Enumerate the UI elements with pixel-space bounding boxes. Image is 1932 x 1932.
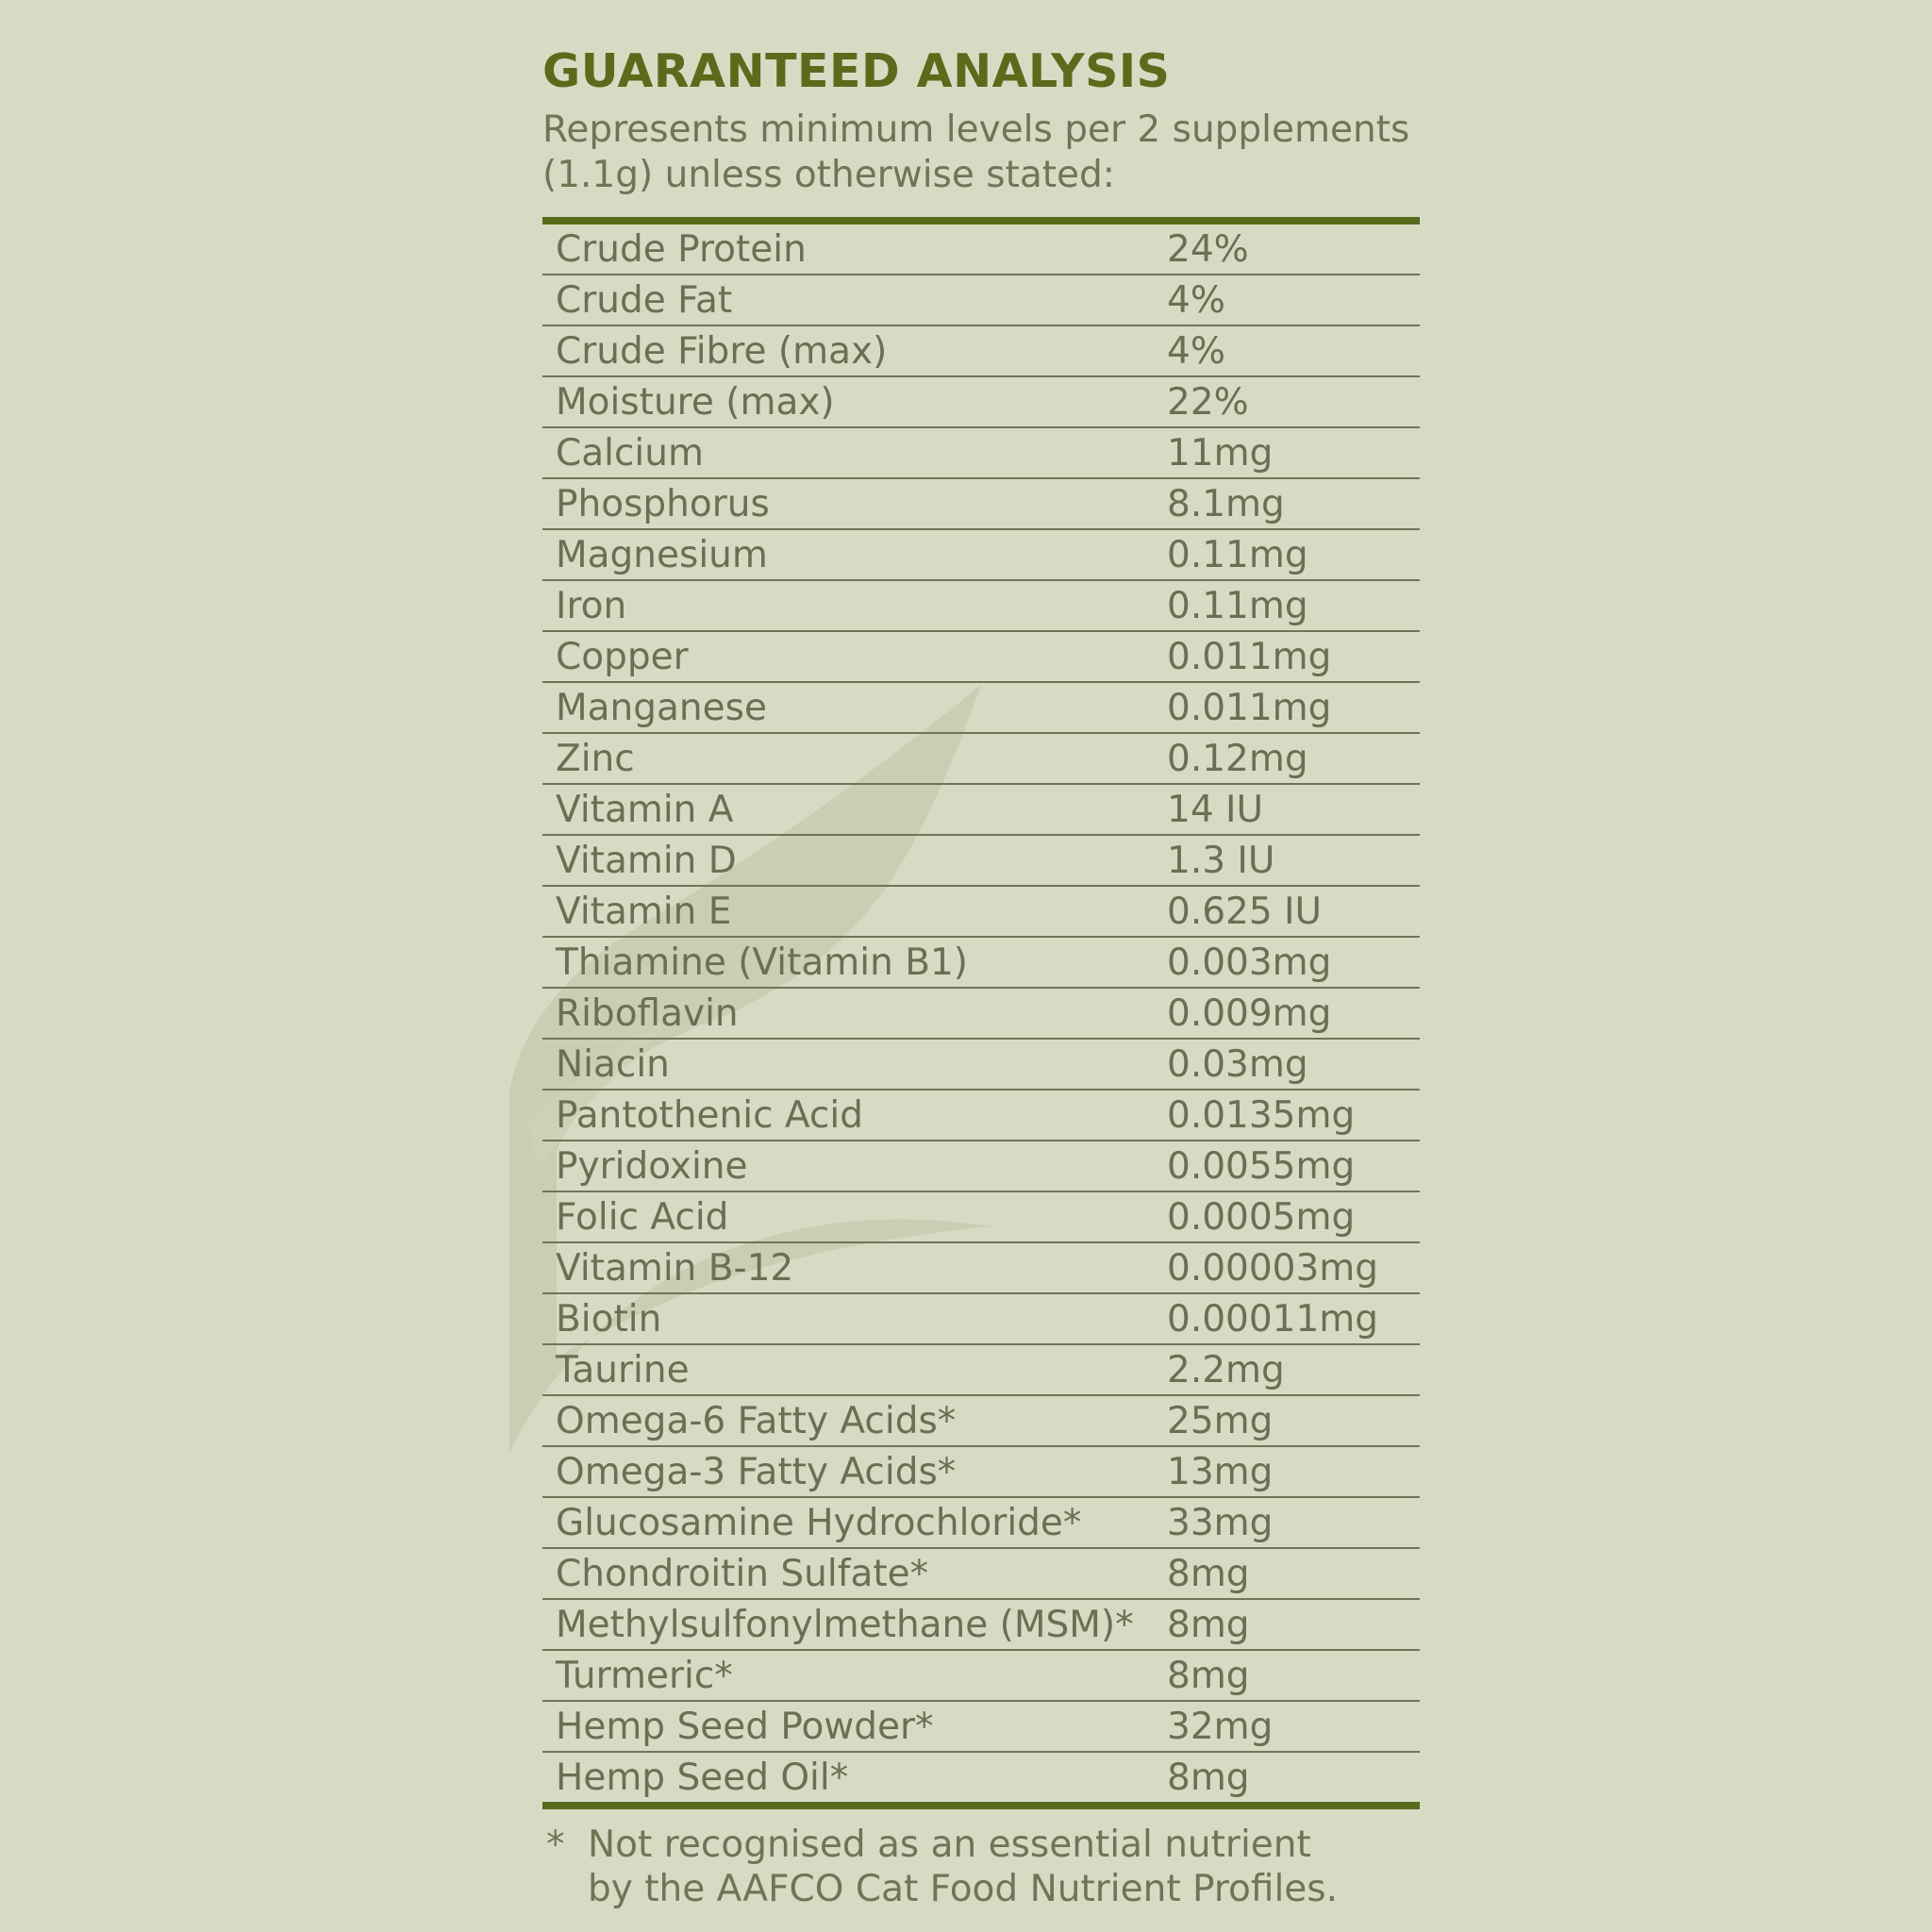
nutrient-value: 0.011mg [1167,686,1332,729]
nutrient-value: 0.03mg [1167,1042,1308,1086]
table-row [542,1040,1420,1091]
table-row [542,632,1420,683]
nutrient-name: Pyridoxine [556,1144,748,1188]
nutrient-value: 8mg [1167,1603,1250,1646]
table-row [542,1702,1420,1753]
nutrient-name: Biotin [556,1297,662,1341]
table-row [542,1192,1420,1243]
nutrient-name: Zinc [556,737,635,780]
table-row [542,479,1420,530]
table-row [542,1753,1420,1802]
nutrient-name: Omega-6 Fatty Acids* [556,1399,957,1442]
table-row [542,683,1420,734]
nutrient-name: Calcium [556,431,704,475]
nutrient-value: 0.003mg [1167,941,1332,984]
nutrient-name: Methylsulfonylmethane (MSM)* [556,1603,1134,1646]
nutrient-value: 0.12mg [1167,737,1308,780]
nutrient-name: Turmeric* [556,1654,733,1697]
table-row [542,785,1420,836]
nutrient-value: 24% [1167,227,1249,271]
guaranteed-analysis-panel [542,43,1420,1911]
table-row [542,275,1420,326]
table-row [542,1345,1420,1396]
nutrient-name: Chondroitin Sulfate* [556,1552,929,1595]
nutrient-name: Riboflavin [556,991,739,1035]
nutrient-value: 0.00003mg [1167,1246,1379,1290]
nutrient-name: Folic Acid [556,1195,729,1239]
table-row [542,887,1420,938]
nutrient-name: Phosphorus [556,482,770,525]
table-row [542,1498,1420,1549]
table-row [542,1600,1420,1651]
nutrient-name: Vitamin D [556,839,737,882]
table-row [542,1141,1420,1192]
nutrient-name: Thiamine (Vitamin B1) [556,941,968,984]
table-row [542,225,1420,275]
nutrient-value: 13mg [1167,1450,1274,1493]
table-row [542,530,1420,581]
table-row [542,989,1420,1040]
table-row [542,1294,1420,1345]
nutrient-name: Hemp Seed Oil* [556,1756,849,1799]
table-row [542,1549,1420,1600]
nutrient-value: 33mg [1167,1501,1274,1544]
nutrient-name: Hemp Seed Powder* [556,1705,934,1748]
table-row [542,377,1420,428]
footnote [542,1823,1420,1911]
nutrient-name: Vitamin B-12 [556,1246,794,1290]
footnote-mark: * [546,1824,565,1866]
nutrient-value: 0.0055mg [1167,1144,1356,1188]
table-row [542,836,1420,887]
nutrient-name: Crude Fibre (max) [556,329,888,373]
table-row [542,1447,1420,1498]
nutrient-name: Magnesium [556,533,768,576]
nutrient-value: 4% [1167,278,1225,322]
nutrient-name: Crude Protein [556,227,807,271]
nutrient-value: 0.0135mg [1167,1093,1356,1137]
nutrient-name: Niacin [556,1042,670,1086]
nutrient-value: 14 IU [1167,788,1264,831]
nutrient-name: Manganese [556,686,767,729]
nutrient-name: Crude Fat [556,278,733,322]
table-row [542,938,1420,989]
analysis-table [542,217,1420,1809]
nutrient-value: 25mg [1167,1399,1274,1442]
footnote-text: Not recognised as an essential nutrient by the AAFCO Cat Food Nutrient Profiles. [588,1824,1339,1910]
table-row [542,1396,1420,1447]
nutrient-value: 0.00011mg [1167,1297,1379,1341]
nutrient-value: 22% [1167,380,1249,424]
table-row [542,1243,1420,1294]
table-row [542,581,1420,632]
nutrient-name: Glucosamine Hydrochloride* [556,1501,1082,1544]
subtitle: Represents minimum levels per 2 supplements (1.1g) unless otherwise stated: [542,108,1410,196]
table-row [542,1651,1420,1702]
nutrient-value: 1.3 IU [1167,839,1275,882]
nutrient-value: 0.11mg [1167,533,1308,576]
nutrient-name: Copper [556,635,689,678]
table-row [542,326,1420,377]
nutrient-name: Vitamin A [556,788,734,831]
nutrient-value: 8mg [1167,1552,1250,1595]
nutrient-value: 0.625 IU [1167,890,1323,933]
nutrient-name: Pantothenic Acid [556,1093,863,1137]
nutrient-value: 11mg [1167,431,1274,475]
nutrient-value: 2.2mg [1167,1348,1285,1391]
nutrient-name: Taurine [556,1348,690,1391]
page-title: GUARANTEED ANALYSIS [542,44,1171,98]
nutrient-value: 8mg [1167,1654,1250,1697]
nutrient-name: Vitamin E [556,890,732,933]
nutrient-value: 8mg [1167,1756,1250,1799]
nutrient-name: Omega-3 Fatty Acids* [556,1450,957,1493]
table-row [542,734,1420,785]
nutrient-name: Iron [556,584,627,627]
nutrient-value: 8.1mg [1167,482,1285,525]
nutrient-value: 0.009mg [1167,991,1332,1035]
nutrient-value: 0.011mg [1167,635,1332,678]
nutrient-value: 0.0005mg [1167,1195,1356,1239]
nutrient-value: 32mg [1167,1705,1274,1748]
nutrient-value: 4% [1167,329,1225,373]
table-row [542,428,1420,479]
nutrient-value: 0.11mg [1167,584,1308,627]
table-row [542,1091,1420,1141]
nutrient-name: Moisture (max) [556,380,835,424]
